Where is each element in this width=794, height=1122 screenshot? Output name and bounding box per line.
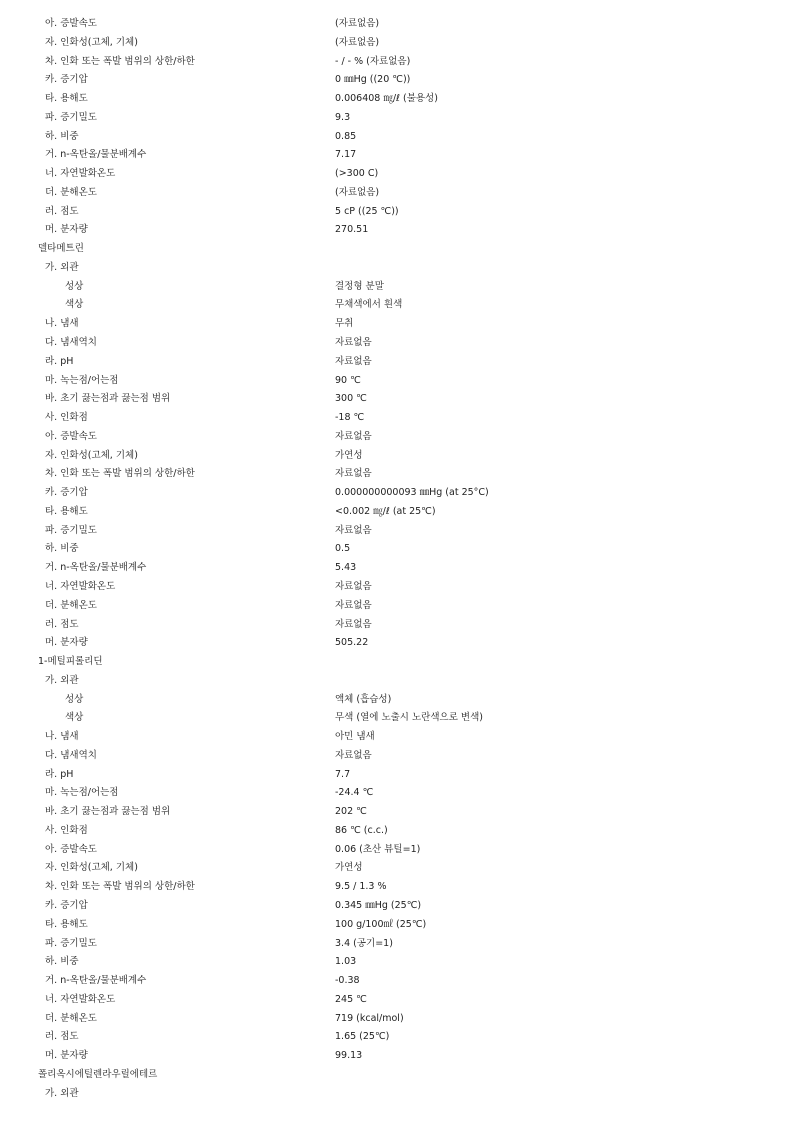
property-value: 0.000000000093 ㎜Hg (at 25°C) [335,487,489,499]
property-label: 색상 [65,712,84,724]
property-value: 액체 (흡습성) [335,693,392,705]
property-label: 차. 인화 또는 폭발 범위의 상한/하한 [45,55,195,67]
property-label: 러. 점도 [45,618,79,630]
property-label: 더. 분해온도 [45,599,97,611]
property-row [0,484,794,503]
property-row [0,728,794,747]
property-row [0,841,794,860]
property-label: 머. 분자량 [45,637,88,649]
property-value: 아민 냄새 [335,731,375,743]
property-label: 가. 외관 [45,261,79,273]
property-value: 90 ℃ [335,374,361,386]
property-row [0,221,794,240]
property-label: 거. n-옥탄올/물분배계수 [45,149,147,161]
property-value: 0.06 (초산 뷰틸=1) [335,843,421,855]
property-row [0,128,794,147]
property-value: (>300 C) [335,168,379,180]
property-row [0,559,794,578]
property-label: 색상 [65,299,84,311]
property-label: 카. 증기압 [45,487,88,499]
property-label: 바. 초기 끓는점과 끓는점 범위 [45,806,171,818]
property-subrow [0,709,794,728]
property-subrow [0,691,794,710]
property-value: 86 ℃ (c.c.) [335,824,388,836]
property-value: 가연성 [335,862,363,874]
property-row [0,465,794,484]
property-row [0,390,794,409]
property-value: 7.17 [335,149,357,161]
property-row [0,822,794,841]
property-row [0,634,794,653]
property-value: 719 (kcal/mol) [335,1012,404,1024]
property-label: 하. 비중 [45,130,79,142]
substance-heading-row [0,240,794,259]
property-row [0,184,794,203]
property-value: <0.002 ㎎/ℓ (at 25℃) [335,505,436,517]
property-value: 505.22 [335,637,369,649]
property-row [0,578,794,597]
property-row [0,353,794,372]
property-value: 5 cP ((25 ℃)) [335,205,399,217]
property-label: 사. 인화점 [45,824,88,836]
substance-heading-row [0,1066,794,1085]
property-value: 무색 (열에 노출시 노란색으로 변색) [335,712,483,724]
property-row [0,372,794,391]
property-label: 타. 용해도 [45,93,88,105]
property-label: 거. n-옥탄올/물분배계수 [45,562,147,574]
property-label: 라. pH [45,355,74,367]
property-label: 차. 인화 또는 폭발 범위의 상한/하한 [45,881,195,893]
property-label: 파. 증기밀도 [45,111,97,123]
property-label: 아. 증발속도 [45,18,97,29]
property-value: 0.85 [335,130,357,142]
property-label: 하. 비중 [45,543,79,555]
property-value: 가연성 [335,449,363,461]
property-value: 202 ℃ [335,806,367,818]
property-label: 가. 외관 [45,674,79,686]
property-label: 자. 인화성(고체, 기체) [45,36,138,48]
property-value: 9.5 / 1.3 % [335,881,387,893]
property-value: 자료없음 [335,355,372,367]
property-label: 아. 증발속도 [45,430,97,442]
property-label: 하. 비중 [45,956,79,968]
property-value: 무취 [335,318,354,330]
property-label: 러. 점도 [45,1031,79,1043]
property-row [0,991,794,1010]
property-value: 결정형 분말 [335,280,384,292]
property-row [0,540,794,559]
property-row [0,428,794,447]
property-label: 머. 분자량 [45,1050,88,1062]
property-value: 무채색에서 흰색 [335,299,403,311]
property-label: 파. 증기밀도 [45,524,97,536]
property-value: 자료없음 [335,337,372,349]
property-label: 러. 점도 [45,205,79,217]
property-row [0,672,794,691]
property-value: 245 ℃ [335,993,367,1005]
property-label: 더. 분해온도 [45,186,97,198]
property-label: 다. 냄새역치 [45,749,97,761]
property-value: 자료없음 [335,599,372,611]
property-row [0,1047,794,1066]
property-value: 3.4 (공기=1) [335,937,393,949]
property-label: 카. 증기압 [45,899,88,911]
property-label: 머. 분자량 [45,224,88,236]
property-row [0,146,794,165]
property-value: 300 ℃ [335,393,367,405]
property-row [0,503,794,522]
property-value: 0.345 ㎜Hg (25℃) [335,899,422,911]
property-value: 5.43 [335,562,357,574]
property-value: 99.13 [335,1050,363,1062]
property-label: 마. 녹는점/어는점 [45,787,119,799]
property-label: 다. 냄새역치 [45,337,97,349]
property-row [0,522,794,541]
property-row [0,878,794,897]
property-value: 1.03 [335,956,357,968]
property-label: 더. 분해온도 [45,1012,97,1024]
property-label: 차. 인화 또는 폭발 범위의 상한/하한 [45,468,195,480]
property-value: 0.006408 ㎎/ℓ (불용성) [335,93,438,105]
property-row [0,334,794,353]
property-value: -18 ℃ [335,412,365,424]
document-body [0,15,794,1103]
property-label: 자. 인화성(고체, 기체) [45,449,138,461]
property-row [0,616,794,635]
property-row [0,897,794,916]
property-value: (자료없음) [335,36,380,48]
property-value: (자료없음) [335,18,380,29]
property-row [0,935,794,954]
property-label: 파. 증기밀도 [45,937,97,949]
property-row [0,15,794,34]
property-row [0,953,794,972]
property-label: 너. 자연발화온도 [45,993,116,1005]
property-row [0,259,794,278]
property-label: 나. 냄새 [45,318,79,330]
property-label: 너. 자연발화온도 [45,580,116,592]
property-row [0,71,794,90]
property-row [0,34,794,53]
property-subrow [0,296,794,315]
property-label: 성상 [65,280,84,292]
property-label: 타. 용해도 [45,505,88,517]
property-row [0,447,794,466]
property-row [0,315,794,334]
property-row [0,597,794,616]
property-row [0,784,794,803]
property-value: 0 ㎜Hg ((20 ℃)) [335,74,411,86]
property-label: 나. 냄새 [45,731,79,743]
property-value: 자료없음 [335,580,372,592]
property-label: 마. 녹는점/어는점 [45,374,119,386]
property-label: 사. 인화점 [45,412,88,424]
property-row [0,859,794,878]
property-row [0,972,794,991]
property-value: 자료없음 [335,618,372,630]
property-row [0,766,794,785]
property-label: 너. 자연발화온도 [45,168,116,180]
property-value: 자료없음 [335,749,372,761]
property-value: 자료없음 [335,524,372,536]
property-value: -24.4 ℃ [335,787,374,799]
property-label: 타. 용해도 [45,918,88,930]
property-value: 1.65 (25℃) [335,1031,390,1043]
property-label: 가. 외관 [45,1087,79,1099]
property-row [0,90,794,109]
property-row [0,747,794,766]
property-value: -0.38 [335,975,360,987]
property-row [0,1085,794,1104]
property-value: - / - % (자료없음) [335,55,411,67]
substance-name: 1-메틸피롤리딘 [38,656,103,668]
property-row [0,803,794,822]
property-row [0,165,794,184]
property-value: 7.7 [335,768,351,780]
property-row [0,203,794,222]
property-label: 라. pH [45,768,74,780]
property-row [0,53,794,72]
property-label: 자. 인화성(고체, 기체) [45,862,138,874]
property-label: 성상 [65,693,84,705]
property-label: 바. 초기 끓는점과 끓는점 범위 [45,393,171,405]
substance-name: 폴리옥시에틸렌라우릴에테르 [38,1068,158,1080]
property-subrow [0,278,794,297]
property-row [0,409,794,428]
property-value: (자료없음) [335,186,380,198]
property-value: 0.5 [335,543,351,555]
property-value: 자료없음 [335,468,372,480]
property-value: 270.51 [335,224,369,236]
property-row [0,1010,794,1029]
property-row [0,109,794,128]
property-value: 자료없음 [335,430,372,442]
property-label: 아. 증발속도 [45,843,97,855]
substance-heading-row [0,653,794,672]
property-value: 9.3 [335,111,351,123]
property-row [0,916,794,935]
property-label: 거. n-옥탄올/물분배계수 [45,975,147,987]
property-value: 100 g/100㎖ (25℃) [335,918,427,930]
property-label: 카. 증기압 [45,74,88,86]
substance-name: 델타메트린 [38,243,84,255]
property-row [0,1028,794,1047]
